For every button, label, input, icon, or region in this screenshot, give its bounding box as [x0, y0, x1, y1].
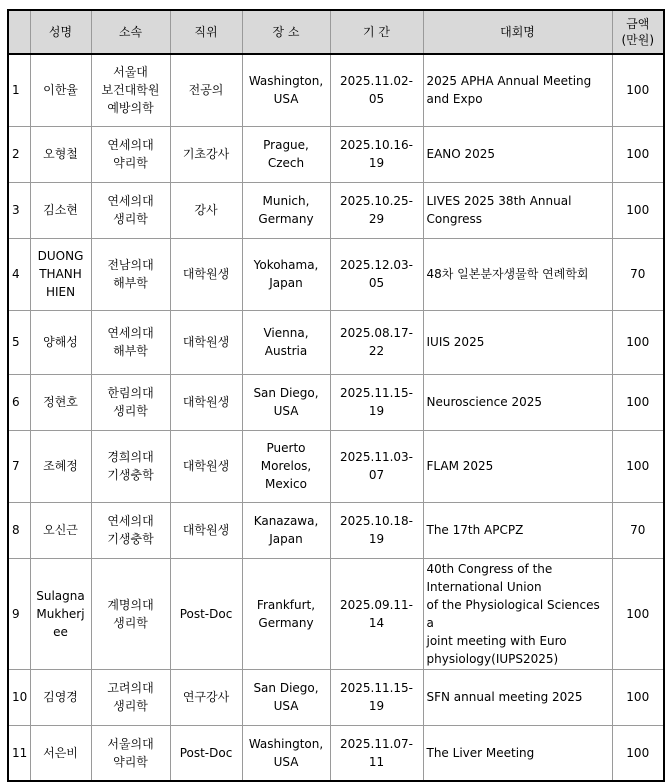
cell-affiliation: 한림의대 생리학 [91, 374, 170, 430]
cell-conference: The Liver Meeting [423, 725, 612, 781]
cell-name: 서은비 [30, 725, 91, 781]
cell-period: 2025.11.02-05 [330, 54, 423, 126]
cell-no: 9 [8, 558, 30, 669]
cell-location: Frankfurt, Germany [242, 558, 330, 669]
cell-position: Post-Doc [170, 558, 242, 669]
cell-amount: 100 [612, 374, 664, 430]
header-no [8, 10, 30, 54]
cell-affiliation: 연세의대 기생충학 [91, 502, 170, 558]
cell-period: 2025.11.03-07 [330, 430, 423, 502]
cell-name: 이한율 [30, 54, 91, 126]
cell-period: 2025.10.18-19 [330, 502, 423, 558]
header-period: 기 간 [330, 10, 423, 54]
cell-location: Puerto Morelos, Mexico [242, 430, 330, 502]
cell-position: 기초강사 [170, 126, 242, 182]
cell-position: 대학원생 [170, 310, 242, 374]
cell-position: 대학원생 [170, 374, 242, 430]
cell-name: 김소현 [30, 182, 91, 238]
cell-no: 1 [8, 54, 30, 126]
cell-period: 2025.08.17-22 [330, 310, 423, 374]
table-row [8, 310, 664, 374]
cell-location: Prague, Czech [242, 126, 330, 182]
cell-conference: IUIS 2025 [423, 310, 612, 374]
travel-grant-table [7, 9, 665, 782]
cell-name: 김영경 [30, 669, 91, 725]
cell-period: 2025.12.03-05 [330, 238, 423, 310]
cell-amount: 100 [612, 182, 664, 238]
cell-amount: 70 [612, 502, 664, 558]
cell-period: 2025.11.07-11 [330, 725, 423, 781]
cell-conference: EANO 2025 [423, 126, 612, 182]
cell-affiliation: 연세의대 해부학 [91, 310, 170, 374]
cell-position: 강사 [170, 182, 242, 238]
header-amount: 금액 (만원) [612, 10, 664, 54]
cell-no: 11 [8, 725, 30, 781]
cell-location: San Diego, USA [242, 669, 330, 725]
header-location: 장 소 [242, 10, 330, 54]
cell-affiliation: 고려의대 생리학 [91, 669, 170, 725]
header-conference: 대회명 [423, 10, 612, 54]
table-row [8, 126, 664, 182]
cell-amount: 100 [612, 54, 664, 126]
cell-position: 연구강사 [170, 669, 242, 725]
cell-name: 정현호 [30, 374, 91, 430]
table-row [8, 725, 664, 781]
cell-name: 오신근 [30, 502, 91, 558]
cell-conference: The 17th APCPZ [423, 502, 612, 558]
header-row [8, 10, 664, 54]
header-affiliation: 소속 [91, 10, 170, 54]
cell-affiliation: 연세의대 약리학 [91, 126, 170, 182]
table-row [8, 182, 664, 238]
cell-period: 2025.09.11-14 [330, 558, 423, 669]
cell-affiliation: 경희의대 기생충학 [91, 430, 170, 502]
cell-name: 조혜정 [30, 430, 91, 502]
cell-period: 2025.10.25-29 [330, 182, 423, 238]
cell-name: 양해성 [30, 310, 91, 374]
cell-no: 2 [8, 126, 30, 182]
cell-conference: Neuroscience 2025 [423, 374, 612, 430]
cell-name: DUONG THANH HIEN [30, 238, 91, 310]
table-row [8, 430, 664, 502]
cell-location: Washington, USA [242, 725, 330, 781]
cell-position: 전공의 [170, 54, 242, 126]
cell-amount: 100 [612, 669, 664, 725]
cell-position: 대학원생 [170, 238, 242, 310]
cell-period: 2025.11.15-19 [330, 669, 423, 725]
cell-location: Kanazawa, Japan [242, 502, 330, 558]
cell-name: 오형철 [30, 126, 91, 182]
cell-conference: 40th Congress of the International Union of the Physiological Sciences a joint meeting with Euro physiology(IUPS2025) [423, 558, 612, 669]
cell-affiliation: 서울대 보건대학원 예방의학 [91, 54, 170, 126]
cell-conference: FLAM 2025 [423, 430, 612, 502]
cell-period: 2025.10.16-19 [330, 126, 423, 182]
cell-conference: 2025 APHA Annual Meeting and Expo [423, 54, 612, 126]
header-name: 성명 [30, 10, 91, 54]
cell-affiliation: 서울의대 약리학 [91, 725, 170, 781]
header-position: 직위 [170, 10, 242, 54]
table-body [8, 54, 664, 781]
cell-affiliation: 연세의대 생리학 [91, 182, 170, 238]
cell-conference: SFN annual meeting 2025 [423, 669, 612, 725]
cell-conference: LIVES 2025 38th Annual Congress [423, 182, 612, 238]
table-row [8, 238, 664, 310]
cell-no: 4 [8, 238, 30, 310]
cell-location: Washington, USA [242, 54, 330, 126]
cell-position: Post-Doc [170, 725, 242, 781]
table-row [8, 502, 664, 558]
cell-no: 3 [8, 182, 30, 238]
table-row [8, 669, 664, 725]
cell-conference: 48차 일본분자생물학 연례학회 [423, 238, 612, 310]
cell-amount: 100 [612, 558, 664, 669]
cell-amount: 70 [612, 238, 664, 310]
cell-location: Vienna, Austria [242, 310, 330, 374]
table-row [8, 374, 664, 430]
cell-amount: 100 [612, 430, 664, 502]
cell-location: San Diego, USA [242, 374, 330, 430]
cell-position: 대학원생 [170, 502, 242, 558]
cell-period: 2025.11.15-19 [330, 374, 423, 430]
cell-name: Sulagna Mukherj ee [30, 558, 91, 669]
cell-amount: 100 [612, 725, 664, 781]
cell-amount: 100 [612, 126, 664, 182]
cell-position: 대학원생 [170, 430, 242, 502]
cell-affiliation: 계명의대 생리학 [91, 558, 170, 669]
cell-location: Munich, Germany [242, 182, 330, 238]
cell-amount: 100 [612, 310, 664, 374]
table-row [8, 54, 664, 126]
cell-location: Yokohama, Japan [242, 238, 330, 310]
cell-no: 7 [8, 430, 30, 502]
cell-no: 10 [8, 669, 30, 725]
cell-no: 5 [8, 310, 30, 374]
cell-no: 8 [8, 502, 30, 558]
cell-no: 6 [8, 374, 30, 430]
cell-affiliation: 전남의대 해부학 [91, 238, 170, 310]
table-row [8, 558, 664, 669]
